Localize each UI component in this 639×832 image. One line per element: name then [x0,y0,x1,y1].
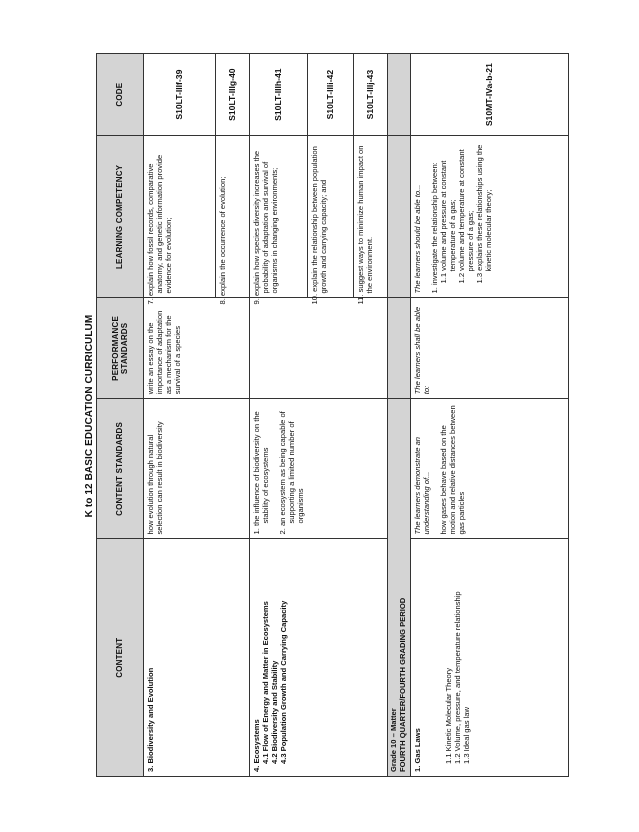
lc-intro: The learners should be able to... [412,184,422,294]
table-header-row [97,54,144,777]
performance-standard-biodiversity: write an essay on the importance of adaptation as a mechanism for the survival of a species [144,298,250,399]
content-4-1: 4.1 Flow of Energy and Matter in Ecosystems [260,601,270,764]
code-7: S10LT-IIIf-39 [144,54,216,136]
competency-gas [410,136,568,298]
content-gas-laws [410,539,568,777]
grade-banner-blank-lc [388,136,411,298]
content-standard-eco-2: 2. an ecosystem as being capable of supporting a limited number of organisms [277,411,305,535]
document-title: K to 12 BASIC EDUCATION CURRICULUM [84,314,95,518]
competency-9: 9. explain how species diversity increases the probability of adaptation and survival of organisms in changing environments; [250,136,308,298]
content-ecosystems [250,539,388,777]
grade-banner-blank-ps [388,298,411,399]
content-4-2: 4.2 Biodiversity and Stability [269,660,279,764]
grade-banner-row [388,54,411,777]
competency-7: 7. explain how fossil records, comparative anatomy, and genetic information provide evidence for evolution; [144,136,216,298]
curriculum-table [96,53,569,777]
competency-8: 8. explain the occurrence of evolution; [216,136,250,298]
competency-10: 10. explain the relationship between population growth and carrying capacity; and [308,136,354,298]
code-9: S10LT-IIIh-41 [250,54,308,136]
header-content-standards: CONTENT STANDARDS [97,399,144,539]
competency-1: 1. investigate the relationship between: [429,162,439,294]
table-row [144,54,216,777]
header-learning-competency: LEARNING COMPETENCY [97,136,144,298]
table-row [250,54,308,777]
grade-banner-blank-code [388,54,411,136]
content-ecosystems-title: 4. Ecosystems [252,719,261,772]
code-8: S10LT-IIIg-40 [216,54,250,136]
content-standard-biodiversity: how evolution through natural selection can result in biodiversity [144,399,250,539]
grade-banner [388,399,411,777]
competency-1-1: 1.1 volume and pressure at constant temperature of a gas; [438,160,457,284]
header-content: CONTENT [97,539,144,777]
content-1-3: 1.3 Ideal gas law [461,707,471,764]
competency-1-3: 1.3 explains these relationships using the kinetic molecular theory; [474,144,493,284]
grade-banner-line1: Grade 10 – Matter [389,708,398,772]
grade-banner-line2: FOURTH QUARTER/FOURTH GRADING PERIOD [397,597,407,772]
cs-intro: The learners demonstrate an understanding of... [412,436,431,535]
code-11: S10LT-IIIj-43 [354,54,388,136]
content-gas-laws-title: 1. Gas Laws [412,728,422,772]
code-10: S10LT-IIIi-42 [308,54,354,136]
code-gas-1: S10MT-IVa-b-21 [410,54,568,136]
content-standard-ecosystems [250,399,388,539]
ps-intro: The learners shall be able to: [412,306,431,395]
content-standard-gas [410,399,568,539]
competency-1-2: 1.2 volume and temperature at constant pressure of a gas; [456,149,475,284]
performance-standard-ecosystems [250,298,388,399]
competency-11: 11. suggest ways to minimize human impact on the environment. [354,136,388,298]
content-standard-eco-1: 1. the influence of biodiversity on the stability of ecosystems [252,411,270,535]
performance-standard-gas [410,298,568,399]
table-row [410,54,568,777]
content-standard-gas-text: how gases behave based on the motion and relative distances between gas particles [438,405,466,535]
content-1-1: 1.1 Kinetic Molecular Theory [443,667,453,764]
header-code: CODE [97,54,144,136]
content-biodiversity: 3. Biodiversity and Evolution [144,539,250,777]
content-1-2: 1.2 Volume, pressure, and temperature relationship [452,591,462,764]
content-4-3: 4.3 Population Growth and Carrying Capacity [278,600,288,764]
header-performance-standards: PERFORMANCE STANDARDS [97,298,144,399]
